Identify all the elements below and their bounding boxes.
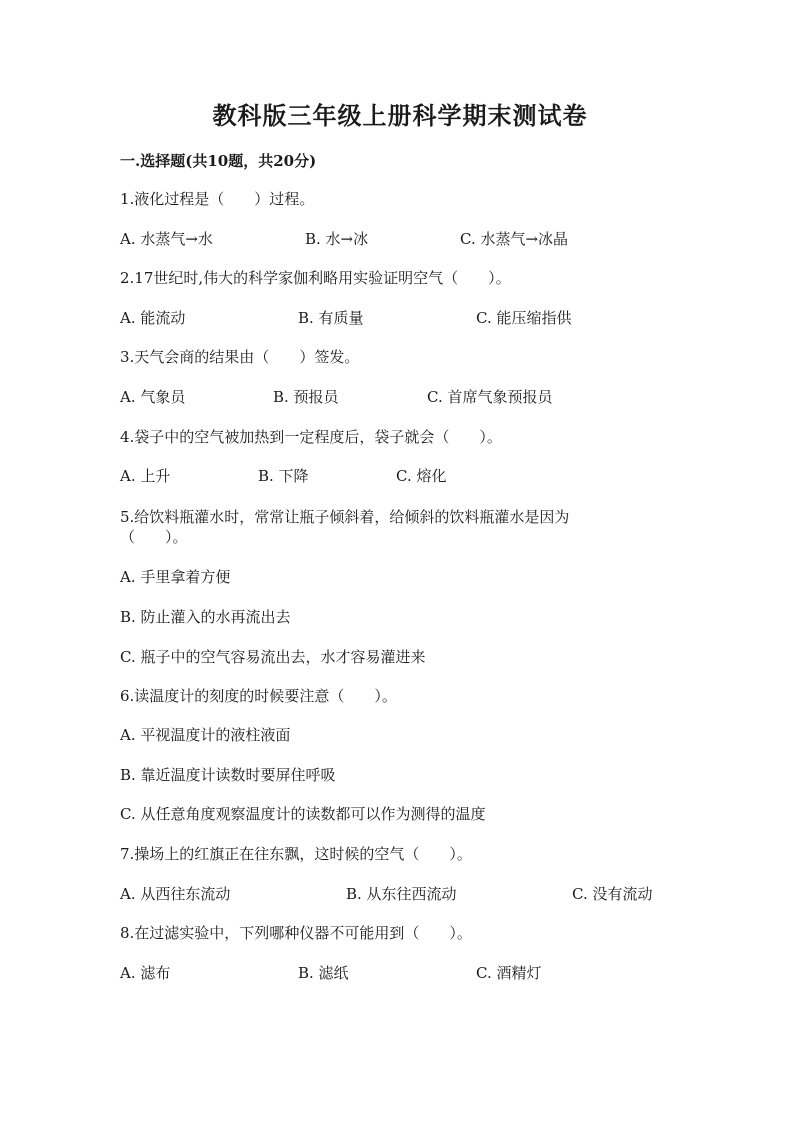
question-2: 2.17世纪时,伟大的科学家伽利略用实验证明空气（ ）。 [120, 269, 511, 287]
q8-option-a: A. 滤布 [120, 964, 171, 982]
q8-option-c: C. 酒精灯 [476, 964, 542, 982]
q7-option-b: B. 从东往西流动 [346, 885, 457, 903]
q3-option-b: B. 预报员 [273, 388, 339, 406]
q3-option-c: C. 首席气象预报员 [427, 388, 553, 406]
q6-option-a: A. 平视温度计的液柱液面 [120, 726, 291, 744]
q1-option-a: A. 水蒸气→水 [120, 230, 213, 248]
q2-option-a: A. 能流动 [120, 309, 186, 327]
q4-option-a: A. 上升 [120, 467, 171, 485]
question-1: 1.液化过程是（ ）过程。 [120, 190, 315, 208]
q4-option-b: B. 下降 [258, 467, 309, 485]
q2-option-b: B. 有质量 [298, 309, 364, 327]
q4-option-c: C. 熔化 [396, 467, 447, 485]
q5-option-b: B. 防止灌入的水再流出去 [120, 608, 291, 626]
q1-option-c: C. 水蒸气→冰晶 [460, 230, 569, 248]
question-5: 5.给饮料瓶灌水时，常常让瓶子倾斜着，给倾斜的饮料瓶灌水是因为 [120, 508, 570, 526]
q5-option-a: A. 手里拿着方便 [120, 568, 231, 586]
section-heading: 一.选择题(共10题，共20分) [120, 152, 317, 170]
q7-option-a: A. 从西往东流动 [120, 885, 231, 903]
q8-option-b: B. 滤纸 [298, 964, 349, 982]
q6-option-c: C. 从任意角度观察温度计的读数都可以作为测得的温度 [120, 805, 486, 823]
question-3: 3.天气会商的结果由（ ）签发。 [120, 348, 360, 366]
q7-option-c: C. 没有流动 [572, 885, 653, 903]
question-6: 6.读温度计的刻度的时候要注意（ ）。 [120, 687, 397, 705]
q6-option-b: B. 靠近温度计读数时要屏住呼吸 [120, 766, 336, 784]
question-7: 7.操场上的红旗正在往东飘，这时候的空气（ ）。 [120, 845, 472, 863]
question-5-continued: （ ）。 [120, 528, 188, 546]
q1-option-b: B. 水→冰 [305, 230, 369, 248]
question-4: 4.袋子中的空气被加热到一定程度后，袋子就会（ ）。 [120, 428, 502, 446]
page-title: 教科版三年级上册科学期末测试卷 [212, 101, 588, 130]
question-8: 8.在过滤实验中，下列哪种仪器不可能用到（ ）。 [120, 924, 472, 942]
q2-option-c: C. 能压缩指供 [476, 309, 572, 327]
q5-option-c: C. 瓶子中的空气容易流出去，水才容易灌进来 [120, 648, 426, 666]
q3-option-a: A. 气象员 [120, 388, 186, 406]
